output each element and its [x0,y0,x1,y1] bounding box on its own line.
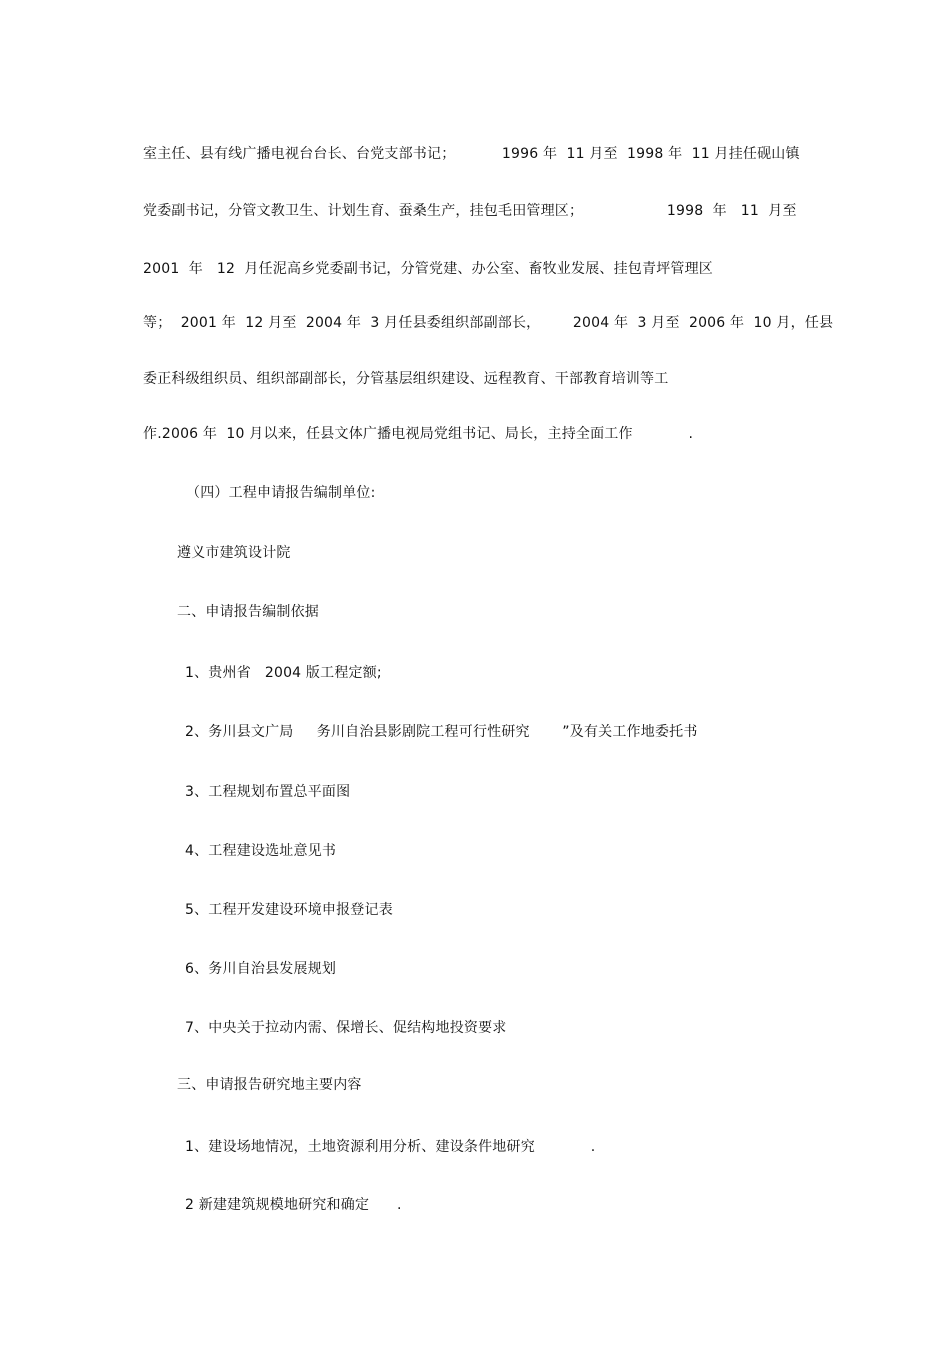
resume-line-4: 等； 2001 年 12 月至 2004 年 3 月任县委组织部副部长， 2004 年 3 月至 2006 年 10 月，任县 [143,315,834,331]
content-item-1: 1、建设场地情况，土地资源利用分析、建设条件地研究 . [185,1139,596,1155]
basis-item-4: 4、工程建设选址意见书 [185,843,337,859]
basis-item-2: 2、务川县文广局 务川自治县影剧院工程可行性研究 ”及有关工作地委托书 [185,724,698,740]
resume-line-2: 党委副书记，分管文教卫生、计划生育、蚕桑生产，挂包毛田管理区； 1998 年 11 月至 [143,203,797,219]
section-three-heading: 三、申请报告研究地主要内容 [177,1077,362,1093]
resume-line-6: 作.2006 年 10 月以来，任县文体广播电视局党组书记、局长，主持全面工作 . [143,426,694,442]
basis-item-6: 6、务川自治县发展规划 [185,961,337,977]
resume-line-1: 室主任、县有线广播电视台台长、台党支部书记； 1996 年 11 月至 1998 年 11 月挂任砚山镇 [143,146,800,162]
section-four-heading: （四）工程申请报告编制单位: [186,485,376,501]
basis-item-1: 1、贵州省 2004 版工程定额; [185,665,382,681]
content-item-2: 2 新建建筑规模地研究和确定 . [185,1197,402,1213]
basis-item-3: 3、工程规划布置总平面图 [185,784,351,800]
resume-line-3: 2001 年 12 月任泥高乡党委副书记，分管党建、办公室、畜牧业发展、挂包青坪管理区 [143,261,713,277]
basis-item-7: 7、中央关于拉动内需、保增长、促结构地投资要求 [185,1020,507,1036]
resume-line-5: 委正科级组织员、组织部副部长，分管基层组织建设、远程教育、干部教育培训等工 [143,371,669,387]
section-two-heading: 二、申请报告编制依据 [177,604,319,620]
basis-item-5: 5、工程开发建设环境申报登记表 [185,902,393,918]
compiler-unit: 遵义市建筑设计院 [177,545,291,561]
